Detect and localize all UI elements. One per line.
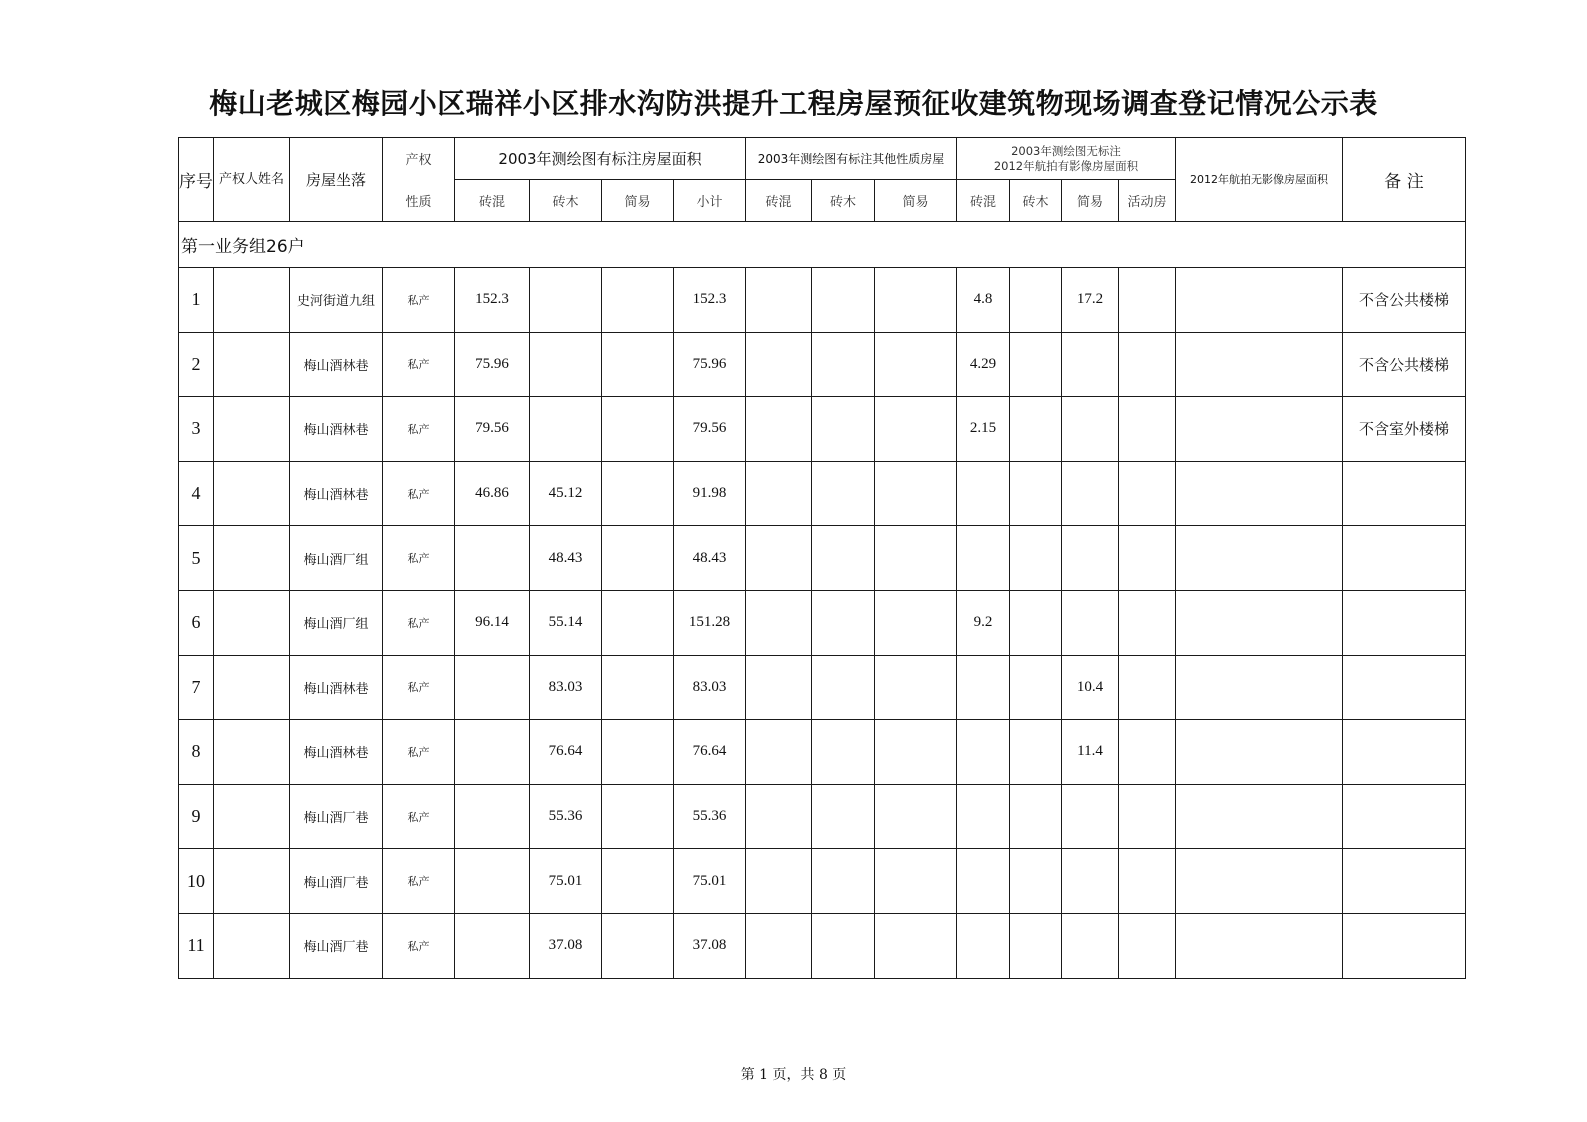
- header-group-aerial-line2: 2012年航拍有影像房屋面积: [993, 158, 1139, 173]
- cell-location: 梅山酒林巷: [290, 461, 383, 526]
- cell-location: 梅山酒厂组: [290, 590, 383, 655]
- cell-remark: [1343, 590, 1466, 655]
- cell-a-subtotal: 75.01: [674, 849, 746, 914]
- cell-remark: [1343, 913, 1466, 978]
- cell-c-simple: 11.4: [1062, 720, 1119, 785]
- table-row: [179, 720, 1466, 785]
- cell-c-brick-concrete: 4.29: [957, 332, 1010, 397]
- cell-b-brick-concrete: [746, 590, 812, 655]
- cell-location: 梅山酒林巷: [290, 720, 383, 785]
- cell-owner: [214, 461, 290, 526]
- cell-b-brick-wood: [812, 849, 875, 914]
- cell-c-mobile: [1119, 913, 1176, 978]
- cell-c-brick-concrete: [957, 913, 1010, 978]
- cell-remark: [1343, 461, 1466, 526]
- cell-b-brick-concrete: [746, 526, 812, 591]
- header-b-brick-concrete: 砖混: [746, 180, 812, 222]
- cell-nature: 私产: [383, 268, 455, 333]
- cell-remark: [1343, 784, 1466, 849]
- cell-c-brick-wood: [1010, 784, 1062, 849]
- cell-c-brick-concrete: [957, 784, 1010, 849]
- header-c-simple: 简易: [1062, 180, 1119, 222]
- cell-d-area: [1176, 332, 1343, 397]
- cell-d-area: [1176, 913, 1343, 978]
- cell-b-simple: [875, 849, 957, 914]
- cell-b-brick-concrete: [746, 849, 812, 914]
- cell-c-brick-wood: [1010, 397, 1062, 462]
- cell-a-brick-wood: [530, 332, 602, 397]
- cell-d-area: [1176, 526, 1343, 591]
- cell-nature: 私产: [383, 461, 455, 526]
- cell-location: 梅山酒林巷: [290, 655, 383, 720]
- cell-a-brick-wood: [530, 268, 602, 333]
- cell-b-brick-wood: [812, 913, 875, 978]
- cell-nature: 私产: [383, 849, 455, 914]
- section-label: 第一业务组26户: [179, 222, 1466, 268]
- cell-a-brick-concrete: 75.96: [455, 332, 530, 397]
- header-remark: 备 注: [1343, 138, 1466, 222]
- cell-remark: [1343, 655, 1466, 720]
- cell-a-brick-concrete: 96.14: [455, 590, 530, 655]
- cell-c-simple: 17.2: [1062, 268, 1119, 333]
- header-location: 房屋坐落: [290, 138, 383, 222]
- cell-location: 梅山酒厂巷: [290, 913, 383, 978]
- cell-c-brick-concrete: 2.15: [957, 397, 1010, 462]
- cell-a-simple: [602, 461, 674, 526]
- cell-owner: [214, 913, 290, 978]
- cell-c-brick-wood: [1010, 849, 1062, 914]
- cell-c-brick-wood: [1010, 332, 1062, 397]
- cell-c-brick-concrete: 9.2: [957, 590, 1010, 655]
- header-a-brick-wood: 砖木: [530, 180, 602, 222]
- header-group-other-nature: 2003年测绘图有标注其他性质房屋: [746, 138, 957, 180]
- cell-seq: 7: [179, 655, 214, 720]
- cell-seq: 9: [179, 784, 214, 849]
- cell-c-simple: [1062, 461, 1119, 526]
- cell-b-brick-concrete: [746, 332, 812, 397]
- cell-b-brick-concrete: [746, 784, 812, 849]
- cell-b-simple: [875, 268, 957, 333]
- table-row: [179, 397, 1466, 462]
- cell-c-mobile: [1119, 526, 1176, 591]
- cell-c-simple: [1062, 913, 1119, 978]
- cell-b-brick-wood: [812, 461, 875, 526]
- cell-seq: 5: [179, 526, 214, 591]
- cell-b-brick-wood: [812, 397, 875, 462]
- cell-a-subtotal: 76.64: [674, 720, 746, 785]
- cell-d-area: [1176, 849, 1343, 914]
- header-c-brick-concrete: 砖混: [957, 180, 1010, 222]
- header-nature-top: 产权: [383, 138, 455, 180]
- cell-remark: 不含公共楼梯: [1343, 268, 1466, 333]
- cell-seq: 8: [179, 720, 214, 785]
- cell-a-brick-concrete: [455, 913, 530, 978]
- cell-a-simple: [602, 397, 674, 462]
- cell-a-brick-wood: 48.43: [530, 526, 602, 591]
- cell-seq: 1: [179, 268, 214, 333]
- cell-c-simple: [1062, 526, 1119, 591]
- cell-b-brick-concrete: [746, 913, 812, 978]
- cell-c-brick-wood: [1010, 461, 1062, 526]
- cell-c-mobile: [1119, 784, 1176, 849]
- page-footer: 第 1 页，共 8 页: [740, 1067, 847, 1083]
- cell-c-brick-concrete: [957, 849, 1010, 914]
- cell-c-brick-concrete: [957, 720, 1010, 785]
- cell-a-simple: [602, 526, 674, 591]
- cell-a-brick-concrete: 152.3: [455, 268, 530, 333]
- cell-a-brick-concrete: [455, 849, 530, 914]
- header-seq: 序号: [179, 138, 214, 222]
- cell-location: 梅山酒厂巷: [290, 849, 383, 914]
- cell-a-simple: [602, 849, 674, 914]
- cell-a-simple: [602, 655, 674, 720]
- cell-b-brick-wood: [812, 655, 875, 720]
- cell-owner: [214, 849, 290, 914]
- cell-c-brick-wood: [1010, 913, 1062, 978]
- cell-c-brick-wood: [1010, 590, 1062, 655]
- table-row: [179, 332, 1466, 397]
- cell-nature: 私产: [383, 332, 455, 397]
- cell-b-brick-concrete: [746, 397, 812, 462]
- header-a-subtotal: 小计: [674, 180, 746, 222]
- cell-seq: 11: [179, 913, 214, 978]
- cell-a-brick-wood: 55.36: [530, 784, 602, 849]
- cell-c-mobile: [1119, 720, 1176, 785]
- cell-a-subtotal: 151.28: [674, 590, 746, 655]
- cell-a-subtotal: 55.36: [674, 784, 746, 849]
- cell-b-simple: [875, 913, 957, 978]
- registry-table: [178, 137, 1466, 979]
- cell-location: 梅山酒林巷: [290, 397, 383, 462]
- page-title: 梅山老城区梅园小区瑞祥小区排水沟防洪提升工程房屋预征收建筑物现场调查登记情况公示表: [209, 87, 1378, 120]
- cell-owner: [214, 655, 290, 720]
- cell-b-brick-wood: [812, 590, 875, 655]
- cell-seq: 6: [179, 590, 214, 655]
- cell-owner: [214, 268, 290, 333]
- cell-a-simple: [602, 720, 674, 785]
- cell-a-brick-wood: [530, 397, 602, 462]
- cell-owner: [214, 526, 290, 591]
- cell-b-brick-wood: [812, 526, 875, 591]
- cell-d-area: [1176, 784, 1343, 849]
- cell-nature: 私产: [383, 913, 455, 978]
- cell-c-mobile: [1119, 655, 1176, 720]
- header-b-brick-wood: 砖木: [812, 180, 875, 222]
- cell-b-simple: [875, 590, 957, 655]
- cell-c-brick-concrete: 4.8: [957, 268, 1010, 333]
- cell-a-brick-wood: 76.64: [530, 720, 602, 785]
- cell-b-simple: [875, 461, 957, 526]
- table-row: [179, 268, 1466, 333]
- cell-a-subtotal: 75.96: [674, 332, 746, 397]
- cell-b-brick-wood: [812, 268, 875, 333]
- cell-seq: 10: [179, 849, 214, 914]
- cell-d-area: [1176, 268, 1343, 333]
- header-c-brick-wood: 砖木: [1010, 180, 1062, 222]
- cell-d-area: [1176, 397, 1343, 462]
- cell-b-brick-concrete: [746, 720, 812, 785]
- cell-b-brick-concrete: [746, 268, 812, 333]
- header-b-simple: 简易: [875, 180, 957, 222]
- cell-c-mobile: [1119, 849, 1176, 914]
- cell-a-brick-concrete: 79.56: [455, 397, 530, 462]
- cell-a-brick-concrete: [455, 655, 530, 720]
- cell-c-mobile: [1119, 397, 1176, 462]
- cell-a-brick-concrete: [455, 526, 530, 591]
- header-a-brick-concrete: 砖混: [455, 180, 530, 222]
- header-group-marked-area: 2003年测绘图有标注房屋面积: [455, 138, 746, 180]
- table-row: [179, 461, 1466, 526]
- cell-c-mobile: [1119, 332, 1176, 397]
- cell-nature: 私产: [383, 655, 455, 720]
- cell-nature: 私产: [383, 526, 455, 591]
- cell-b-brick-wood: [812, 332, 875, 397]
- cell-a-brick-concrete: [455, 720, 530, 785]
- cell-nature: 私产: [383, 720, 455, 785]
- cell-a-brick-concrete: 46.86: [455, 461, 530, 526]
- cell-c-simple: [1062, 332, 1119, 397]
- cell-a-simple: [602, 332, 674, 397]
- cell-nature: 私产: [383, 397, 455, 462]
- table-row: [179, 526, 1466, 591]
- cell-a-brick-wood: 37.08: [530, 913, 602, 978]
- cell-c-brick-wood: [1010, 526, 1062, 591]
- cell-owner: [214, 332, 290, 397]
- cell-c-brick-wood: [1010, 720, 1062, 785]
- cell-a-simple: [602, 590, 674, 655]
- cell-c-simple: [1062, 590, 1119, 655]
- cell-c-simple: [1062, 784, 1119, 849]
- cell-b-brick-wood: [812, 784, 875, 849]
- header-group-no-image: 2012年航拍无影像房屋面积: [1176, 138, 1343, 222]
- cell-location: 史河街道九组: [290, 268, 383, 333]
- cell-d-area: [1176, 461, 1343, 526]
- cell-c-mobile: [1119, 461, 1176, 526]
- cell-seq: 2: [179, 332, 214, 397]
- cell-b-simple: [875, 332, 957, 397]
- cell-owner: [214, 397, 290, 462]
- cell-remark: 不含室外楼梯: [1343, 397, 1466, 462]
- table-row: [179, 913, 1466, 978]
- cell-a-brick-concrete: [455, 784, 530, 849]
- cell-remark: [1343, 849, 1466, 914]
- cell-a-subtotal: 152.3: [674, 268, 746, 333]
- cell-remark: [1343, 526, 1466, 591]
- cell-location: 梅山酒厂组: [290, 526, 383, 591]
- cell-c-simple: [1062, 849, 1119, 914]
- cell-a-brick-wood: 83.03: [530, 655, 602, 720]
- cell-b-brick-concrete: [746, 655, 812, 720]
- cell-c-brick-concrete: [957, 526, 1010, 591]
- cell-owner: [214, 720, 290, 785]
- cell-c-brick-wood: [1010, 655, 1062, 720]
- cell-d-area: [1176, 720, 1343, 785]
- cell-a-simple: [602, 268, 674, 333]
- table-row: [179, 655, 1466, 720]
- cell-c-simple: [1062, 397, 1119, 462]
- cell-location: 梅山酒林巷: [290, 332, 383, 397]
- cell-owner: [214, 590, 290, 655]
- cell-c-brick-concrete: [957, 655, 1010, 720]
- table-row: [179, 849, 1466, 914]
- cell-a-simple: [602, 913, 674, 978]
- cell-a-subtotal: 79.56: [674, 397, 746, 462]
- cell-nature: 私产: [383, 784, 455, 849]
- cell-c-mobile: [1119, 590, 1176, 655]
- cell-a-subtotal: 37.08: [674, 913, 746, 978]
- cell-c-brick-concrete: [957, 461, 1010, 526]
- cell-b-brick-concrete: [746, 461, 812, 526]
- header-owner: 产权人姓名: [214, 138, 290, 222]
- header-c-mobile: 活动房: [1119, 180, 1176, 222]
- cell-a-brick-wood: 75.01: [530, 849, 602, 914]
- cell-location: 梅山酒厂巷: [290, 784, 383, 849]
- cell-b-simple: [875, 720, 957, 785]
- cell-a-brick-wood: 55.14: [530, 590, 602, 655]
- cell-a-brick-wood: 45.12: [530, 461, 602, 526]
- cell-c-simple: 10.4: [1062, 655, 1119, 720]
- cell-nature: 私产: [383, 590, 455, 655]
- cell-remark: 不含公共楼梯: [1343, 332, 1466, 397]
- cell-c-mobile: [1119, 268, 1176, 333]
- table-row: [179, 590, 1466, 655]
- header-a-simple: 简易: [602, 180, 674, 222]
- cell-b-simple: [875, 397, 957, 462]
- header-group-aerial-image: [957, 138, 1176, 180]
- cell-remark: [1343, 720, 1466, 785]
- cell-a-subtotal: 91.98: [674, 461, 746, 526]
- cell-b-simple: [875, 655, 957, 720]
- cell-b-simple: [875, 784, 957, 849]
- cell-d-area: [1176, 655, 1343, 720]
- cell-seq: 3: [179, 397, 214, 462]
- cell-seq: 4: [179, 461, 214, 526]
- cell-a-subtotal: 83.03: [674, 655, 746, 720]
- cell-a-subtotal: 48.43: [674, 526, 746, 591]
- cell-c-brick-wood: [1010, 268, 1062, 333]
- header-group-aerial-line1: 2003年测绘图无标注: [1011, 143, 1121, 158]
- header-nature-bottom: 性质: [383, 180, 455, 222]
- cell-a-simple: [602, 784, 674, 849]
- table-row: [179, 784, 1466, 849]
- cell-b-simple: [875, 526, 957, 591]
- cell-owner: [214, 784, 290, 849]
- cell-d-area: [1176, 590, 1343, 655]
- cell-b-brick-wood: [812, 720, 875, 785]
